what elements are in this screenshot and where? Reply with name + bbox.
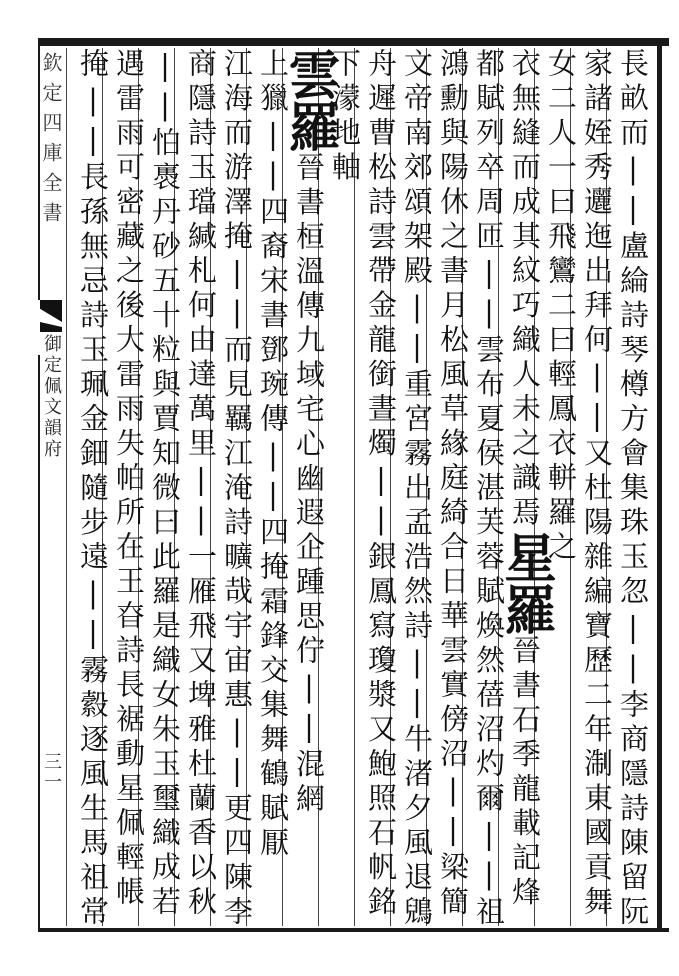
column-text: 衣無縫而成其紋巧織人未之識焉 bbox=[508, 48, 542, 531]
text-column bbox=[111, 48, 147, 928]
text-column bbox=[579, 48, 615, 928]
text-column bbox=[471, 48, 507, 931]
column-rule bbox=[66, 48, 67, 926]
column-text: 掩||長孫無忌詩玉珮金鈿隨步遠||霧縠逐風生馬祖常 bbox=[76, 48, 110, 931]
column-text: 鴻勳與陽休之書月松風草緣庭綺合日華雲實傍沼||梁簡 bbox=[436, 48, 470, 921]
headword: 星羅 bbox=[495, 531, 556, 635]
text-column bbox=[543, 48, 579, 928]
text-column bbox=[183, 48, 219, 928]
text-column bbox=[495, 48, 556, 928]
column-text: 晉書石季龍載記烽 bbox=[508, 635, 542, 911]
fishtail-mark bbox=[40, 322, 62, 332]
column-text: 家諸姪秀邐迤出拜何||又杜陽雜編寶歷二年淛東國貢舞 bbox=[580, 48, 614, 921]
frame-bottom-rule bbox=[38, 928, 669, 932]
column-text: 長畝而||盧綸詩琴樽方會集珠玉忽||李商隱詩陳留阮 bbox=[616, 48, 650, 931]
column-text: 商隱詩玉璫緘札何由達萬里||一雁飛又埤雅杜蘭香以秋 bbox=[184, 48, 218, 921]
text-column bbox=[363, 48, 399, 928]
frame-top-rule bbox=[38, 38, 669, 46]
text-column bbox=[147, 48, 183, 928]
column-text: ||怕褭丹砂五十粒與賈知微曰此羅是織女朱玉璽織成若 bbox=[148, 48, 182, 921]
column-text: 遇雷雨可密藏之後大雷雨失帕所在王昚詩長裾動星佩輕帳 bbox=[112, 48, 146, 911]
book-title: 御定佩文韻府 bbox=[41, 334, 62, 460]
running-title: 欽定四庫全書 bbox=[39, 52, 63, 232]
text-column bbox=[75, 48, 111, 931]
page-number: 三一 bbox=[41, 752, 62, 792]
text-column bbox=[279, 48, 340, 928]
frame-right-rule bbox=[657, 38, 662, 932]
text-column bbox=[255, 48, 291, 928]
column-text: 上獵||四裔宋書鄧琬傳||四掩霜鋒交集舞鶴賦厭 bbox=[256, 48, 290, 862]
fishtail-mark bbox=[40, 300, 62, 322]
column-text: 晉書桓溫傳九域宅心幽遐企踵思佇||混網 bbox=[292, 152, 326, 818]
headword: 雲羅 bbox=[279, 48, 340, 152]
column-text: 文帝南郊頌架殿||重宮霧出孟浩然詩||牛渚夕風退鶂 bbox=[400, 48, 434, 931]
column-text: 舟遲曹松詩雲帶金龍銜晝燭||銀鳳寫瓊漿又鮑照石帆銘 bbox=[364, 48, 398, 921]
column-text: 下濛地軸 bbox=[328, 48, 362, 186]
text-column bbox=[327, 48, 363, 928]
text-column bbox=[219, 48, 255, 931]
column-text: 江海而游澤掩||而見羈江淹詩曠哉宇宙惠||更四陳李 bbox=[220, 48, 254, 931]
text-column bbox=[435, 48, 471, 928]
text-column bbox=[399, 48, 435, 931]
column-text: 都賦列卒周匝||雲布夏侯湛芙蓉賦煥然蓓沼灼爾||祖 bbox=[472, 48, 506, 931]
column-text: 女二人一曰飛鸞二曰輕鳳衣軿羅之 bbox=[544, 48, 578, 566]
text-column bbox=[615, 48, 651, 931]
